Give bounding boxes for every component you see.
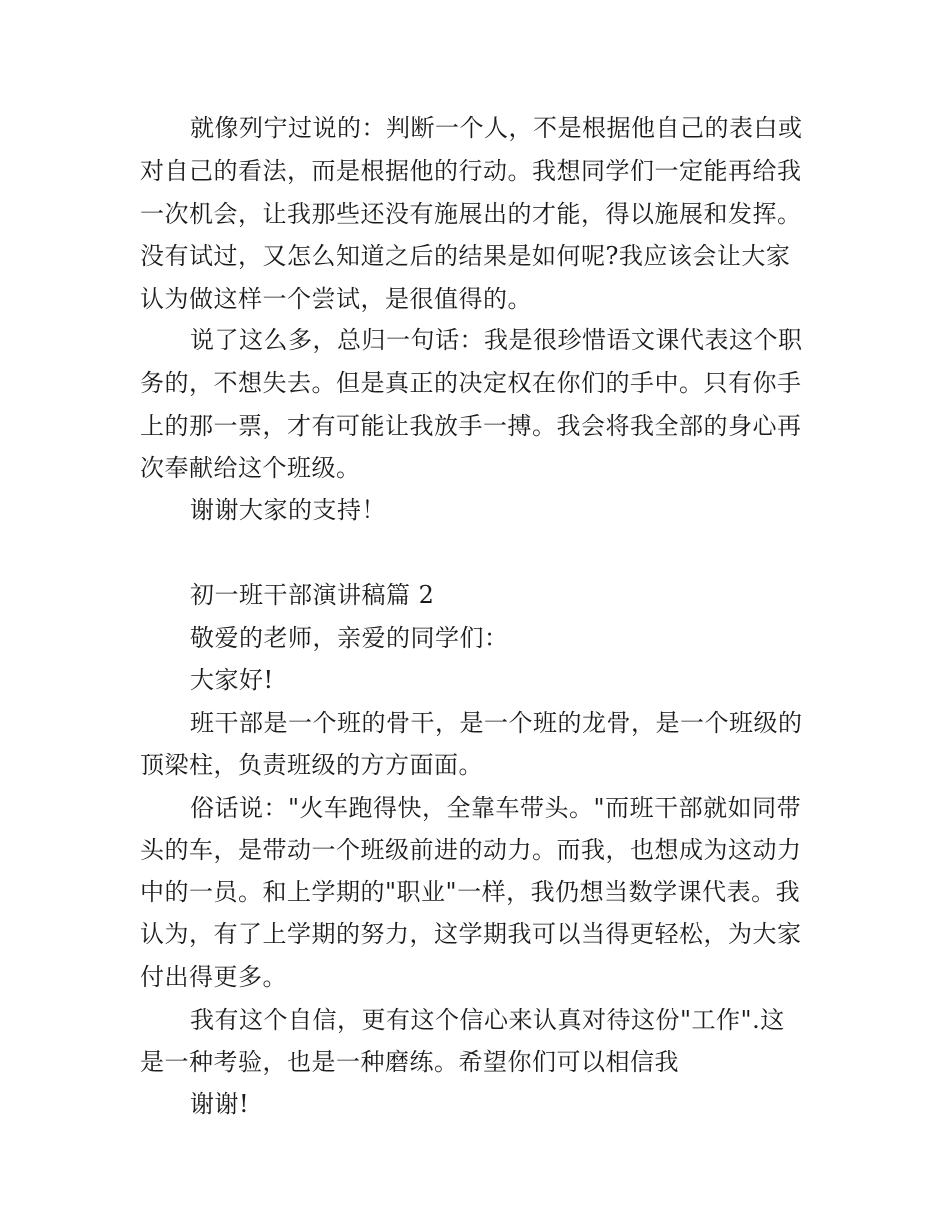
text-line: 俗话说："火车跑得快，全靠车带头。"而班干部就如同带 [190,794,802,822]
text-line: 次奉献给这个班级。 [140,454,361,482]
text-line: 班干部是一个班的骨干，是一个班的龙骨，是一个班级的 [190,709,803,737]
text-line: 认为，有了上学期的努力，这学期我可以当得更轻松，为大家 [140,920,802,948]
text-line: 上的那一票，才有可能让我放手一搏。我会将我全部的身心再 [140,412,802,440]
text-line: 务的，不想失去。但是真正的决定权在你们的手中。只有你手 [140,369,802,397]
text-line: 付出得更多。 [140,963,287,991]
greeting-line: 敬爱的老师，亲爱的同学们： [190,624,509,652]
text-line: 我有这个自信，更有这个信心来认真对待这份"工作".这 [190,1006,785,1034]
text-line: 就像列宁过说的：判断一个人，不是根据他自己的表白或 [190,114,803,142]
text-line: 认为做这样一个尝试，是很值得的。 [140,285,532,313]
text-line: 头的车，是带动一个班级前进的动力。而我，也想成为这动力 [140,836,802,864]
text-line: 谢谢大家的支持！ [190,496,386,524]
text-line: 大家好! [190,666,274,694]
text-line: 一次机会，让我那些还没有施展出的才能，得以施展和发挥。 [140,200,802,228]
text-line: 是一种考验，也是一种磨练。希望你们可以相信我 [140,1048,679,1076]
text-line: 没有试过，又怎么知道之后的结果是如何呢?我应该会让大家 [140,242,791,270]
text-line: 顶梁柱，负责班级的方方面面。 [140,751,483,779]
text-line: 谢谢! [190,1090,250,1118]
section-heading: 初一班干部演讲稿篇 2 [190,581,435,609]
text-line: 说了这么多，总归一句话：我是很珍惜语文课代表这个职 [190,326,803,354]
text-line: 对自己的看法，而是根据他的行动。我想同学们一定能再给我 [140,157,802,185]
text-line: 中的一员。和上学期的"职业"一样，我仍想当数学课代表。我 [140,878,801,906]
